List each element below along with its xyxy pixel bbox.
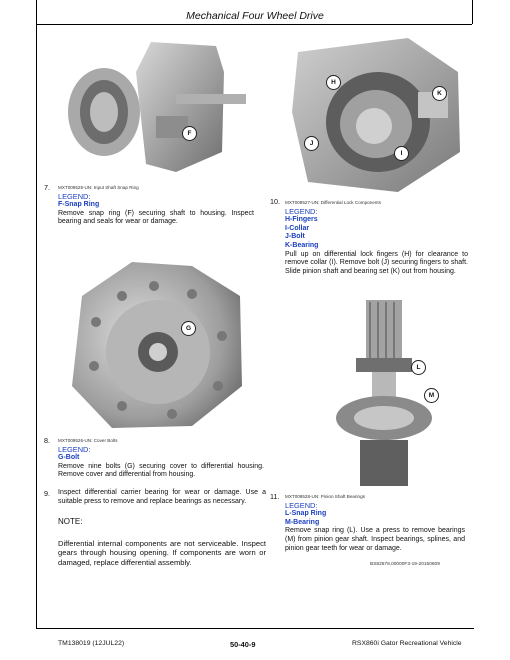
step-number: 11. — [270, 492, 280, 501]
legend-heading: LEGEND: — [58, 444, 91, 454]
step-9-block — [58, 489, 266, 567]
figure-caption: MXT009528-UN: Pinion Shaft Bearings — [285, 494, 365, 499]
step-instruction: Remove snap ring (F) securing shaft to housing. Inspect bearing and seals for wear or damage. — [58, 209, 254, 226]
figure-caption: MXT009525-UN: Input Shaft Snap Ring — [58, 185, 139, 190]
legend-item: G-Bolt — [58, 454, 80, 462]
callout-m: M — [424, 388, 439, 403]
callout-g: G — [181, 321, 196, 336]
photo-pinion-shaft-bearings — [332, 300, 434, 486]
step-instruction: Pull up on differential lock fingers (H) for clearance to remove collar (I). Remove bolt (J) securing fingers to shaft. Slide pinion shaft and bearing set (K) out from housing. — [285, 250, 468, 275]
step-7-block — [58, 184, 254, 227]
step-number: 8. — [44, 436, 50, 445]
step-instruction: Inspect differential carrier bearing for wear or damage. Use a suitable press to remove and replace bearings as necessary. — [58, 489, 266, 505]
frame-line — [36, 628, 474, 629]
document-reference-code: BS82578,00000F3-19-20150609 — [370, 562, 440, 567]
frame-line — [472, 0, 473, 24]
photo-input-shaft-snap-ring — [56, 32, 252, 180]
frame-line — [36, 0, 37, 24]
page-header-title: Mechanical Four Wheel Drive — [186, 10, 324, 22]
legend-item: L-Snap Ring — [285, 510, 327, 518]
figure-caption: MXT009526-UN: Cover Bolts — [58, 438, 118, 443]
step-10-block — [285, 199, 468, 276]
callout-j: J — [304, 136, 319, 151]
step-8-block — [58, 437, 264, 480]
photo-differential-lock-components — [288, 32, 464, 194]
step-instruction: Remove nine bolts (G) securing cover to differential housing. Remove cover and differential from housing. — [58, 462, 264, 479]
step-number: 10. — [270, 197, 280, 206]
legend-item: F-Snap Ring — [58, 201, 100, 209]
footer-page-number: 50-40-9 — [230, 640, 256, 649]
callout-i: I — [394, 146, 409, 161]
footer-manual-id: TM138019 (12JUL22) — [58, 640, 125, 647]
figure-caption: MXT009527-UN: Differential Lock Components — [285, 200, 381, 205]
step-11-block — [285, 493, 465, 553]
legend-heading: LEGEND: — [58, 191, 91, 201]
legend-item: M-Bearing — [285, 518, 320, 526]
legend-item: I-Collar — [285, 224, 310, 232]
frame-line — [36, 24, 472, 25]
footer-vehicle-name: RSX860i Gator Recreational Vehicle — [352, 640, 462, 647]
legend-heading: LEGEND: — [285, 206, 318, 216]
note-text: Differential internal components are not serviceable. Inspect gears through housing opening. If components are worn or damaged, replace differential assembly. — [58, 538, 266, 567]
legend-item: J-Bolt — [285, 233, 305, 241]
callout-l: L — [411, 360, 426, 375]
note-label: NOTE: — [58, 517, 83, 527]
legend-item: H-Fingers — [285, 216, 318, 224]
callout-h: H — [326, 75, 341, 90]
callout-k: K — [432, 86, 447, 101]
callout-f: F — [182, 126, 197, 141]
legend-item: K-Bearing — [285, 241, 319, 249]
step-number: 9. — [44, 489, 50, 498]
step-instruction: Remove snap ring (L). Use a press to remove bearings (M) from pinion gear shaft. Inspect bearings, splines, and pinion gear teeth for wear or damage. — [285, 527, 465, 552]
frame-line — [36, 24, 37, 628]
step-number: 7. — [44, 183, 50, 192]
photo-cover-bolts — [62, 256, 246, 432]
legend-heading: LEGEND: — [285, 500, 318, 510]
